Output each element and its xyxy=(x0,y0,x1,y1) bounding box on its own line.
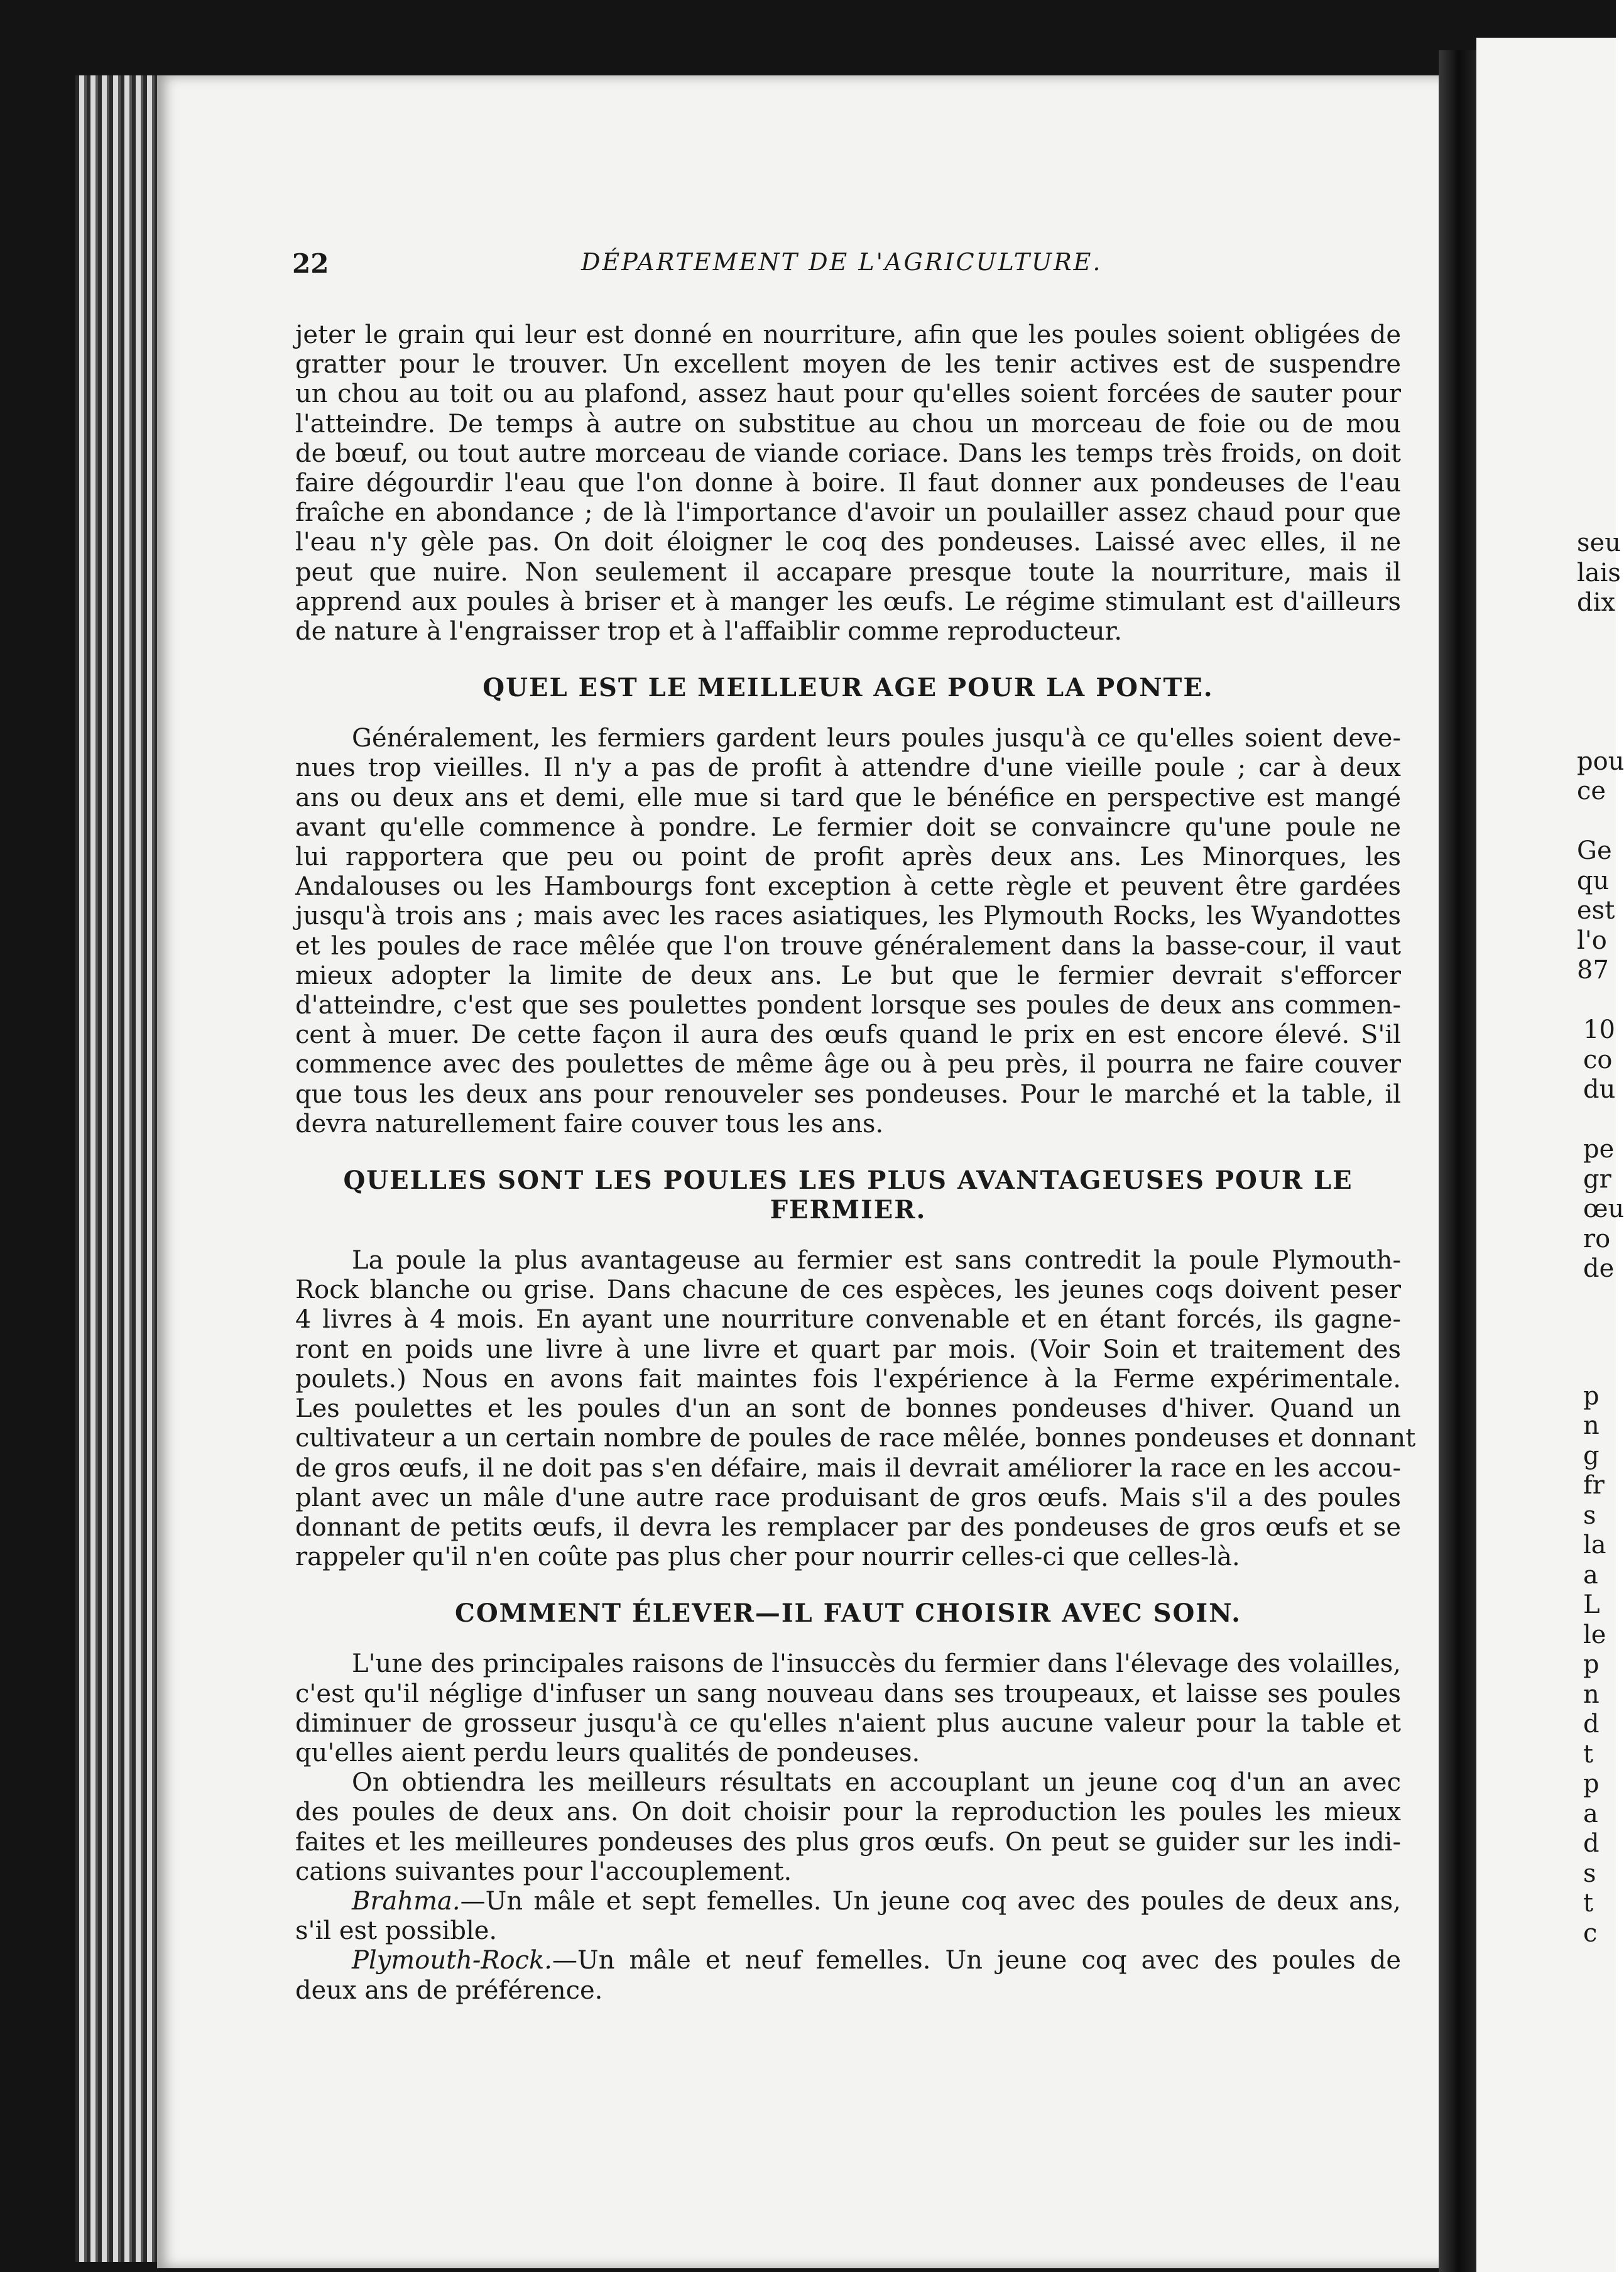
facing-page-text: la xyxy=(1583,1531,1606,1559)
text-line: rappeler qu'il n'en coûte pas plus cher pour nourrir celles-ci que celles-là. xyxy=(295,1543,1240,1572)
text-line: qu'elles aient perdu leurs qualités de pondeuses. xyxy=(295,1738,920,1767)
plymouth-line-2: deux ans de préférence. xyxy=(295,1975,603,2005)
section-heading-avantageuses xyxy=(295,1166,1401,1225)
text-line: avant qu'elle commence à pondre. Le fermier doit se convaincre qu'une poule ne xyxy=(295,812,1401,842)
brahma-line-1: Brahma.—Un mâle et sept femelles. Un jeune coq avec des poules de deux ans, xyxy=(352,1886,1401,1916)
facing-page-text: d xyxy=(1583,1710,1599,1739)
facing-page-fragment xyxy=(1476,38,1624,2272)
text-line: cent à muer. De cette façon il aura des œufs quand le prix en est encore élevé. S'il xyxy=(295,1020,1401,1050)
text-line: apprend aux poules à briser et à manger les œufs. Le régime stimulant est d'ailleurs xyxy=(295,587,1401,616)
text-line: cations suivantes pour l'accouplement. xyxy=(295,1857,792,1886)
text-line: 4 livres à 4 mois. En ayant une nourriture convenable et en étant forcés, ils gagne- xyxy=(295,1305,1401,1335)
facing-page-text: L xyxy=(1583,1590,1600,1619)
facing-page-text: p xyxy=(1583,1381,1599,1411)
plymouth-label: Plymouth-Rock. xyxy=(352,1946,552,1975)
text-line: poulets.) Nous en avons fait maintes fois l'expérience à la Ferme expérimentale. xyxy=(295,1364,1401,1394)
text-line: Rock blanche ou grise. Dans chacune de ces espèces, les jeunes coqs doivent peser xyxy=(295,1275,1401,1305)
running-head: DÉPARTEMENT DE L'AGRICULTURE. xyxy=(581,248,1103,276)
facing-page-text: l'o xyxy=(1577,926,1607,955)
intro-paragraph xyxy=(295,320,1401,647)
section-elever-paragraph-1 xyxy=(295,1649,1401,1768)
text-line: On obtiendra les meilleurs résultats en accouplant un jeune coq d'un an avec xyxy=(352,1768,1401,1798)
text-line: Généralement, les fermiers gardent leurs poules jusqu'à ce qu'elles soient deve- xyxy=(352,724,1401,753)
facing-page-text: p xyxy=(1583,1769,1599,1798)
text-line: devra naturellement faire couver tous les ans. xyxy=(295,1109,884,1139)
text-line: L'une des principales raisons de l'insuccès du fermier dans l'élevage des volailles, xyxy=(352,1649,1401,1679)
facing-page-text: est xyxy=(1577,896,1615,925)
facing-page-text: 87 xyxy=(1577,956,1609,985)
text-line: Andalouses ou les Hambourgs font exception à cette règle et peuvent être gardées xyxy=(295,872,1401,902)
text-line: d'atteindre, c'est que ses poulettes pondent lorsque ses poules de deux ans commen- xyxy=(295,991,1401,1020)
text-line: de bœuf, ou tout autre morceau de viande coriace. Dans les temps très froids, on doit xyxy=(295,439,1401,468)
facing-page-text: pe xyxy=(1583,1135,1615,1164)
facing-page-text: œu xyxy=(1583,1194,1624,1223)
page-header xyxy=(292,248,1398,286)
facing-page-text: t xyxy=(1583,1739,1594,1769)
facing-page-text: seu xyxy=(1577,528,1621,557)
facing-page-text: a xyxy=(1583,1799,1598,1828)
text-line: nues trop vieilles. Il n'y a pas de profit à attendre d'une vieille poule ; car à deux xyxy=(295,753,1401,783)
brahma-label: Brahma. xyxy=(352,1886,460,1916)
facing-page-text: gr xyxy=(1583,1164,1611,1194)
text-line: de gros œufs, il ne doit pas s'en défaire, mais il devrait améliorer la race en les accou- xyxy=(295,1453,1401,1483)
text-line: que tous les deux ans pour renouveler ses pondeuses. Pour le marché et la table, il xyxy=(295,1079,1401,1109)
text-line: peut que nuire. Non seulement il accapare presque toute la nourriture, mais il xyxy=(295,557,1401,587)
heading-line-2: FERMIER. xyxy=(770,1195,927,1225)
facing-page-text: t xyxy=(1583,1889,1594,1918)
text-line: La poule la plus avantageuse au fermier est sans contredit la poule Plymouth- xyxy=(352,1246,1401,1275)
text-line: des poules de deux ans. On doit choisir pour la reproduction les poules les mieux xyxy=(295,1798,1401,1827)
facing-page-text: c xyxy=(1583,1918,1598,1948)
heading-line-1: QUELLES SONT LES POULES LES PLUS AVANTAGEUSES POUR LE xyxy=(343,1166,1353,1196)
section-avantageuses-paragraph xyxy=(295,1246,1416,1572)
plymouth-line-1: Plymouth-Rock.—Un mâle et neuf femelles. Un jeune coq avec des poules de xyxy=(352,1946,1401,1975)
section-heading-ponte: QUEL EST LE MEILLEUR AGE POUR LA PONTE. xyxy=(482,673,1214,703)
text-line: commence avec des poulettes de même âge ou à peu près, il pourra ne faire couver xyxy=(295,1050,1401,1079)
facing-page-text: p xyxy=(1583,1650,1599,1679)
facing-page-text: co xyxy=(1583,1045,1613,1074)
section-heading-elever: COMMENT ÉLEVER—IL FAUT CHOISIR AVEC SOIN. xyxy=(455,1598,1241,1629)
facing-page-text: s xyxy=(1583,1859,1596,1888)
facing-page-text: d xyxy=(1583,1829,1599,1858)
brahma-line-2: s'il est possible. xyxy=(295,1916,498,1946)
text-line: fraîche en abondance ; de là l'importance d'avoir un poulailler assez chaud pour que xyxy=(295,498,1401,528)
text-line: gratter pour le trouver. Un excellent moyen de les tenir actives est de suspendre xyxy=(295,350,1401,380)
text-line: de nature à l'engraisser trop et à l'affaiblir comme reproducteur. xyxy=(295,617,1123,647)
text-line: donnant de petits œufs, il devra les remplacer par des pondeuses de gros œufs et se xyxy=(295,1512,1401,1542)
facing-page-text: dix xyxy=(1577,588,1615,617)
text-line: faites et les meilleures pondeuses des plus gros œufs. On peut se guider sur les indi- xyxy=(295,1827,1401,1857)
facing-page-text: pou xyxy=(1577,746,1624,776)
facing-page-text: qu xyxy=(1577,866,1610,895)
text-line: jeter le grain qui leur est donné en nourriture, afin que les poules soient obligées de xyxy=(295,320,1401,349)
section-ponte-paragraph xyxy=(295,724,1401,1139)
text-line: diminuer de grosseur jusqu'à ce qu'elles n'aient plus aucune valeur pour la table et xyxy=(295,1708,1401,1738)
page-number: 22 xyxy=(292,248,329,279)
facing-page-text: n xyxy=(1583,1679,1599,1709)
text-line: un chou au toit ou au plafond, assez haut pour qu'elles soient forcées de sauter pour xyxy=(295,380,1401,409)
text-line: mieux adopter la limite de deux ans. Le but que le fermier devrait s'efforcer xyxy=(295,961,1401,990)
facing-page-text: Ge xyxy=(1577,836,1612,865)
facing-page-text: lais xyxy=(1577,558,1621,587)
facing-page-text: g xyxy=(1583,1441,1599,1470)
facing-page-text: le xyxy=(1583,1620,1606,1649)
text-line: l'eau n'y gèle pas. On doit éloigner le coq des pondeuses. Laissé avec elles, il ne xyxy=(295,528,1401,557)
text-line: faire dégourdir l'eau que l'on donne à boire. Il faut donner aux pondeuses de l'eau xyxy=(295,469,1401,498)
facing-page-text: ro xyxy=(1583,1224,1611,1253)
text-line: Les poulettes et les poules d'un an sont de bonnes pondeuses d'hiver. Quand un xyxy=(295,1394,1401,1424)
text-line: c'est qu'il néglige d'infuser un sang nouveau dans ses troupeaux, et laisse ses poules xyxy=(295,1679,1401,1708)
text-line: et les poules de race mêlée que l'on trouve généralement dans la basse-cour, il vaut xyxy=(295,931,1401,961)
text-line: l'atteindre. De temps à autre on substitue au chou un morceau de foie ou de mou xyxy=(295,409,1401,439)
text-line: lui rapportera que peu ou point de profit après deux ans. Les Minorques, les xyxy=(295,843,1401,872)
text-line: ans ou deux ans et demi, elle mue si tard que le bénéfice en perspective est mangé xyxy=(295,783,1401,812)
text-line: jusqu'à trois ans ; mais avec les races asiatiques, les Plymouth Rocks, les Wyandottes xyxy=(295,902,1401,931)
facing-page-text: 10 xyxy=(1583,1015,1615,1044)
section-elever-paragraph-2 xyxy=(295,1768,1401,1887)
text-line: plant avec un mâle d'une autre race produisant de gros œufs. Mais s'il a des poules xyxy=(295,1483,1401,1512)
facing-page-text: s xyxy=(1583,1500,1596,1530)
facing-page-text: a xyxy=(1583,1560,1598,1590)
facing-page-text: de xyxy=(1583,1254,1615,1283)
facing-page-text: ce xyxy=(1577,777,1606,806)
text-line: cultivateur a un certain nombre de poules de race mêlée, bonnes pondeuses et donnant xyxy=(295,1424,1416,1453)
facing-page-text: fr xyxy=(1583,1471,1605,1500)
text-line: ront en poids une livre à une livre et quart par mois. (Voir Soin et traitement des xyxy=(295,1335,1401,1364)
facing-page-text: n xyxy=(1583,1411,1599,1440)
facing-page-text: du xyxy=(1583,1075,1616,1104)
body-text xyxy=(295,320,1416,2006)
